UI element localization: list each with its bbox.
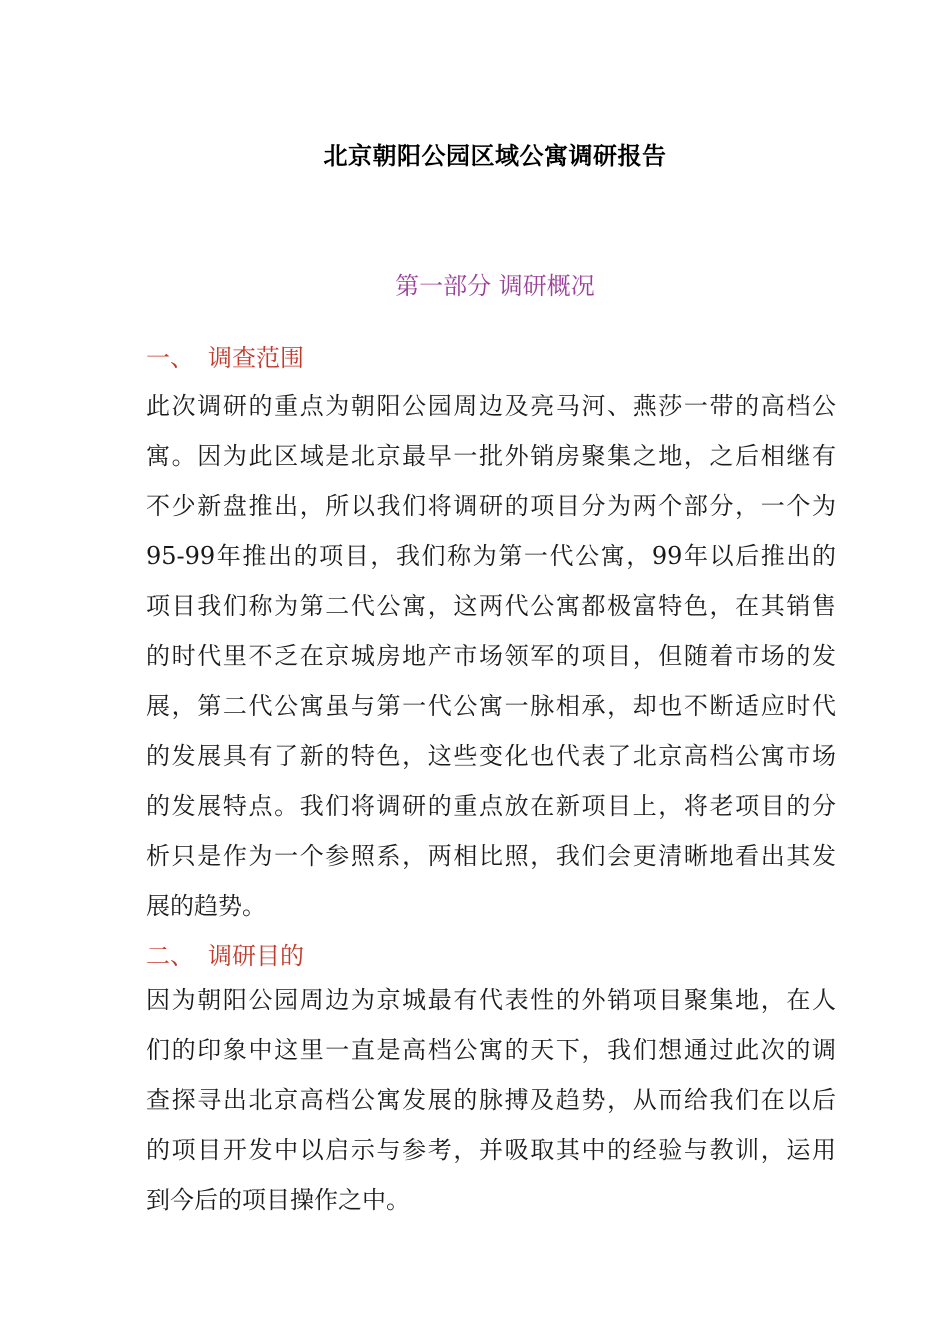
paragraph-line: 的发展特点。我们将调研的重点放在新项目上，将老项目的分 <box>146 792 836 820</box>
paragraph-line: 不少新盘推出，所以我们将调研的项目分为两个部分，一个为 <box>146 492 836 520</box>
paragraph-line: 寓。因为此区域是北京最早一批外销房聚集之地，之后相继有 <box>146 442 836 470</box>
paragraph-line: 展的趋势。 <box>146 892 266 920</box>
section-paragraph-purpose <box>146 975 836 1225</box>
section-paragraph-scope <box>146 381 836 931</box>
section-number: 一、 <box>146 344 194 372</box>
section-number: 二、 <box>146 942 194 970</box>
paragraph-line: 们的印象中这里一直是高档公寓的天下，我们想通过此次的调 <box>146 1036 836 1064</box>
paragraph-line: 到今后的项目操作之中。 <box>146 1186 410 1214</box>
paragraph-line: 查探寻出北京高档公寓发展的脉搏及趋势，从而给我们在以后 <box>146 1086 836 1114</box>
paragraph-line: 项目我们称为第二代公寓，这两代公寓都极富特色，在其销售 <box>146 592 836 620</box>
paragraph-line: 95-99年推出的项目，我们称为第一代公寓，99年以后推出的 <box>146 542 836 570</box>
section-heading-purpose <box>146 936 304 971</box>
paragraph-line: 的时代里不乏在京城房地产市场领军的项目，但随着市场的发 <box>146 642 836 670</box>
section-title: 调查范围 <box>208 344 304 372</box>
paragraph-line: 的项目开发中以启示与参考，并吸取其中的经验与教训，运用 <box>146 1136 836 1164</box>
paragraph-line: 析只是作为一个参照系，两相比照，我们会更清晰地看出其发 <box>146 842 836 870</box>
paragraph-line: 的发展具有了新的特色，这些变化也代表了北京高档公寓市场 <box>146 742 836 770</box>
paragraph-line: 因为朝阳公园周边为京城最有代表性的外销项目聚集地，在人 <box>146 986 836 1014</box>
paragraph-line: 此次调研的重点为朝阳公园周边及亮马河、燕莎一带的高档公 <box>146 392 836 420</box>
paragraph-line: 展，第二代公寓虽与第一代公寓一脉相承，却也不断适应时代 <box>146 692 836 720</box>
section-heading-scope <box>146 338 304 373</box>
section-title: 调研目的 <box>208 942 304 970</box>
part-title: 第一部分 调研概况 <box>395 272 595 300</box>
document-title: 北京朝阳公园区域公寓调研报告 <box>323 141 667 170</box>
